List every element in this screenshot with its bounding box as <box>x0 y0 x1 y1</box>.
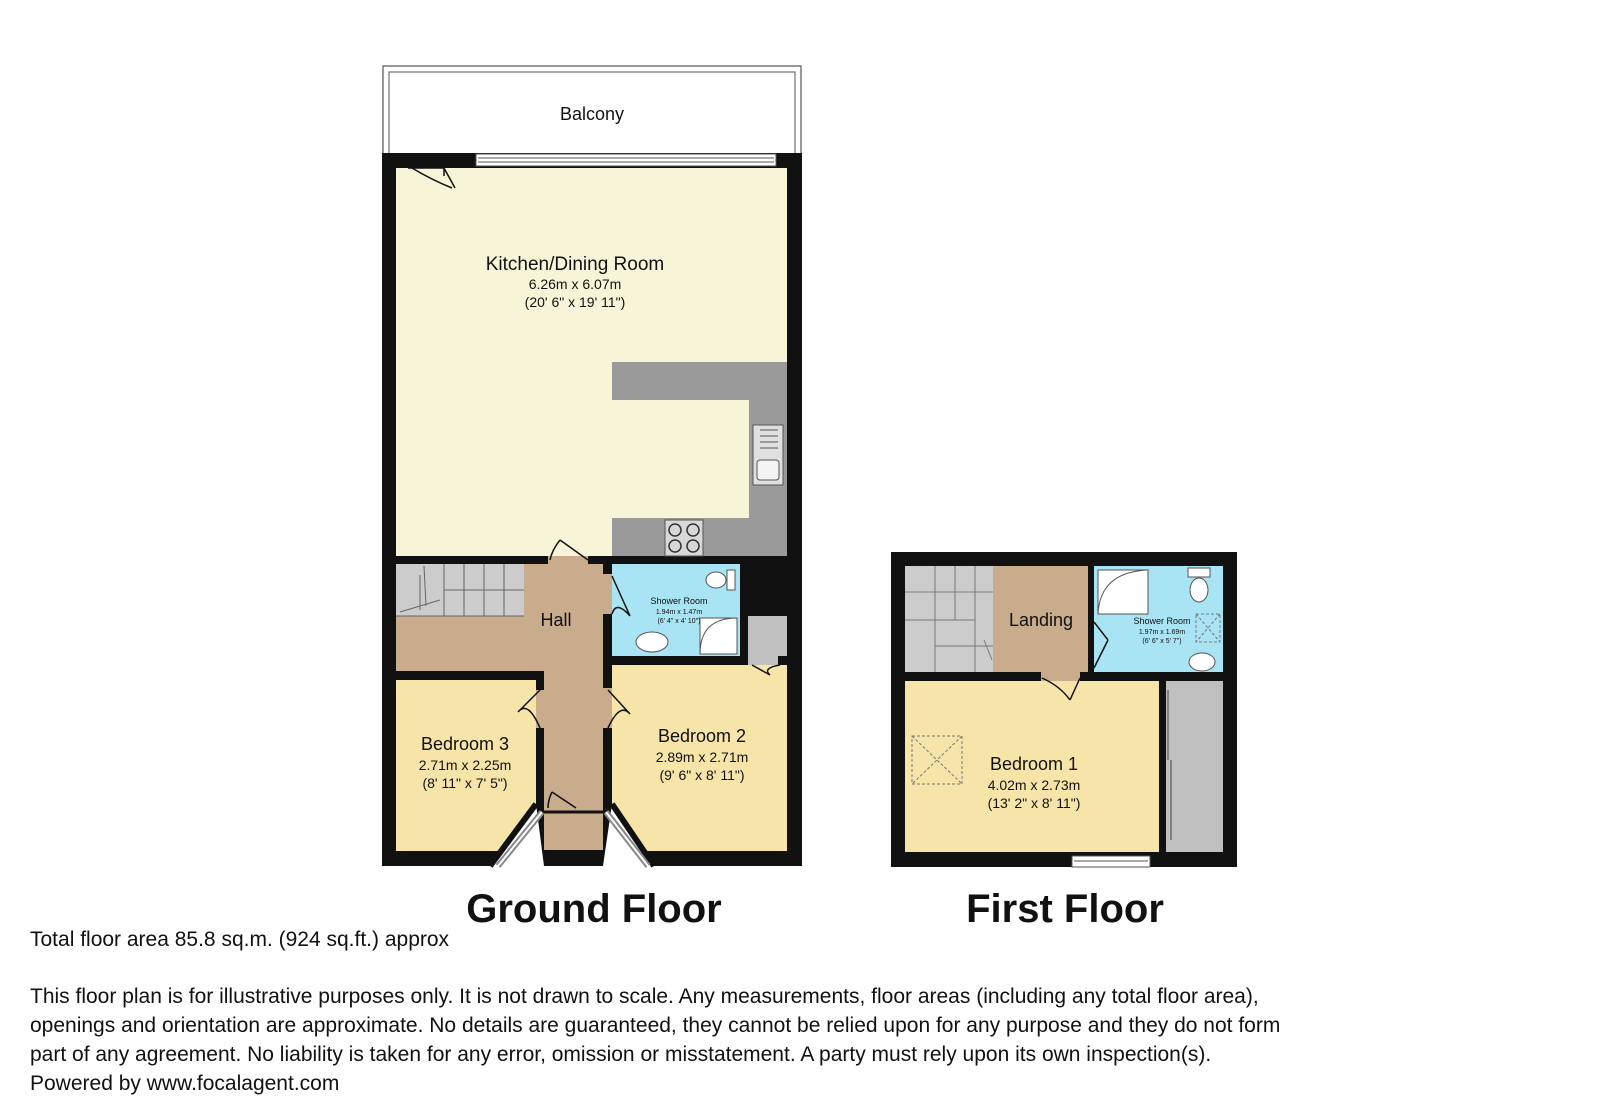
bedroom3-imperial: (8' 11" x 7' 5") <box>422 775 508 791</box>
bedroom1-label: Bedroom 1 <box>989 754 1079 774</box>
bedroom3-metric: 2.71m x 2.25m <box>418 757 512 773</box>
ff-shower-metric: 1.97m x 1.69m <box>1138 629 1186 636</box>
total-floor-area: Total floor area 85.8 sq.m. (924 sq.ft.) approx <box>30 928 450 951</box>
landing-label: Landing <box>1008 610 1074 630</box>
toilet-icon <box>706 570 735 590</box>
kitchen-label: Kitchen/Dining Room <box>485 254 665 275</box>
hall-label: Hall <box>540 610 572 630</box>
ff-shower-label: Shower Room <box>1133 616 1191 626</box>
ff-basin-icon <box>1189 653 1215 671</box>
basin-icon <box>636 632 668 652</box>
first-floor-title: First Floor <box>966 887 1164 931</box>
kitchen-metric: 6.26m x 6.07m <box>528 276 622 292</box>
hall-entrance <box>544 812 603 850</box>
first-floor <box>891 552 1237 931</box>
wardrobe <box>1166 681 1223 852</box>
ff-shower-tray-icon <box>1098 570 1148 614</box>
ff-stairs <box>905 566 993 672</box>
disclaimer-line: part of any agreement. No liability is taken for any error, omission or misstatement. A party must rely upon its own inspection(s). <box>30 1043 1212 1066</box>
balcony-label: Balcony <box>559 104 625 124</box>
ff-shower-imperial: (6' 6" x 5' 7") <box>1142 638 1182 645</box>
gf-shower-imperial: (6' 4" x 4' 10") <box>657 618 701 625</box>
bedroom3-label: Bedroom 3 <box>420 734 510 754</box>
bedroom1-metric: 4.02m x 2.73m <box>987 777 1081 793</box>
bedroom1-imperial: (13' 2" x 8' 11") <box>987 795 1081 811</box>
powered-by: Powered by www.focalagent.com <box>30 1072 340 1095</box>
sink-icon <box>753 425 783 485</box>
kitchen-imperial: (20' 6" x 19' 11") <box>524 294 626 310</box>
shower-tray-icon <box>700 618 737 654</box>
ff-toilet-icon <box>1188 568 1210 602</box>
bedroom2-imperial: (9' 6" x 8' 11") <box>659 767 745 783</box>
bedroom2-label: Bedroom 2 <box>657 726 747 746</box>
ground-floor <box>382 66 802 931</box>
disclaimer-line: This floor plan is for illustrative purposes only. It is not drawn to scale. Any measurements, floor areas (including any total floor area), <box>30 985 1259 1008</box>
cupboard <box>748 616 787 658</box>
ground-floor-title: Ground Floor <box>466 887 722 931</box>
gf-shower-metric: 1.94m x 1.47m <box>655 609 703 616</box>
hob-icon <box>665 520 703 556</box>
disclaimer-line: openings and orientation are approximate. No details are guaranteed, they cannot be relied upon for any purpose and they do not form <box>30 1014 1281 1037</box>
bedroom2-metric: 2.89m x 2.71m <box>655 749 749 765</box>
disclaimer <box>30 982 1570 1098</box>
gf-shower-label: Shower Room <box>650 596 708 606</box>
